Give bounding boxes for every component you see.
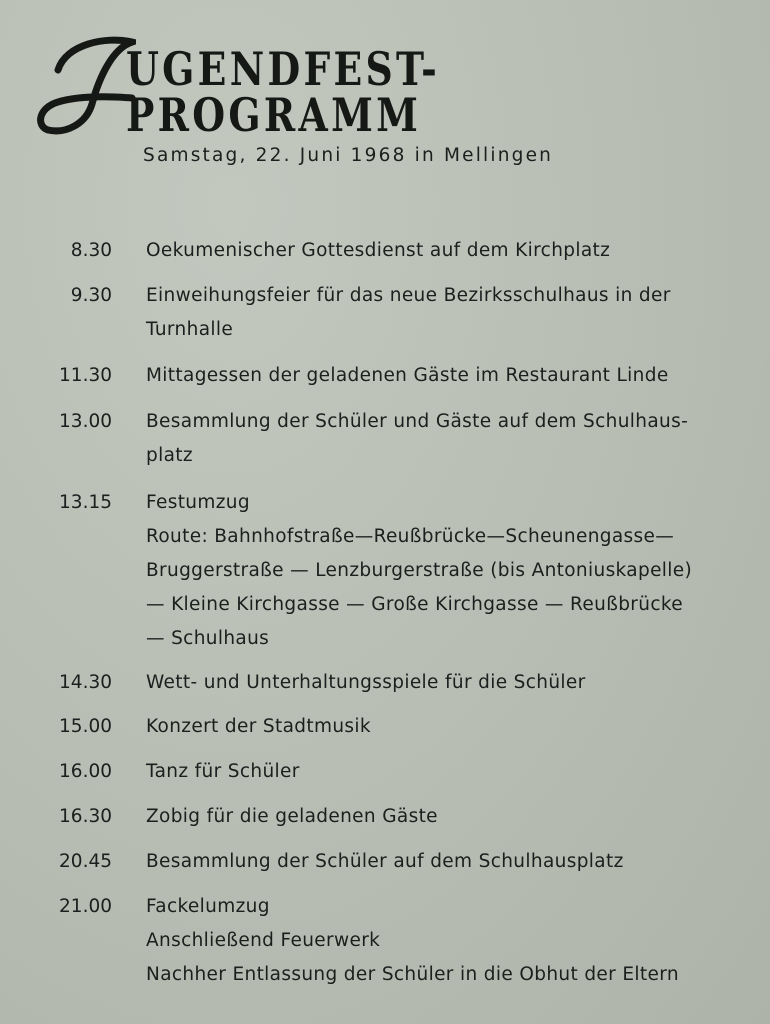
entry-description-line: Konzert der Stadtmusik [146, 716, 371, 737]
entry-description-line: Wett- und Unterhaltungsspiele für die Schüler [146, 672, 586, 693]
entry-time: 16.00 [59, 761, 112, 782]
entry-description [146, 845, 736, 879]
entry-description [146, 279, 736, 347]
entry-time: 8.30 [70, 240, 112, 261]
entry-description-line: Mittagessen der geladenen Gäste im Restaurant Linde [146, 365, 669, 386]
entry-description [146, 234, 736, 268]
entry-description-line: Tanz für Schüler [146, 761, 300, 782]
entry-description-line: — Kleine Kirchgasse — Große Kirchgasse — Reußbrücke [146, 594, 683, 615]
entry-time: 9.30 [70, 285, 112, 306]
entry-description-line: Anschließend Feuerwerk [146, 930, 381, 951]
entry-description-line: Einweihungsfeier für das neue Bezirksschulhaus in der [146, 285, 671, 306]
entry-description-line: Besammlung der Schüler und Gäste auf dem Schulhaus- [146, 411, 689, 432]
entry-description [146, 405, 736, 473]
entry-description-line: Oekumenischer Gottesdienst auf dem Kirchplatz [146, 240, 611, 261]
entry-description-line: Turnhalle [146, 319, 234, 340]
entry-description-line: platz [146, 445, 193, 466]
entry-description [146, 800, 736, 834]
script-j-logo [36, 34, 136, 138]
entry-time: 13.00 [59, 411, 112, 432]
entry-time: 21.00 [59, 896, 112, 917]
entry-description [146, 486, 736, 656]
entry-description [146, 890, 736, 992]
entry-description [146, 359, 736, 393]
entry-description-line: Route: Bahnhofstraße—Reußbrücke—Scheunengasse— [146, 526, 675, 547]
entry-description [146, 710, 736, 744]
entry-description-line: Fackelumzug [146, 896, 270, 917]
entry-description-line: Zobig für die geladenen Gäste [146, 806, 438, 827]
entry-time: 11.30 [59, 365, 112, 386]
event-date-location: Samstag, 22. Juni 1968 in Mellingen [143, 145, 554, 166]
entry-description-line: Besammlung der Schüler auf dem Schulhausplatz [146, 851, 624, 872]
program-title: UGENDFEST-PROGRAMM [126, 42, 441, 142]
entry-description [146, 755, 736, 789]
entry-description-line: Bruggerstraße — Lenzburgerstraße (bis Antoniuskapelle) [146, 560, 693, 581]
entry-description-line: Nachher Entlassung der Schüler in die Obhut der Eltern [146, 964, 679, 985]
entry-time: 15.00 [59, 716, 112, 737]
entry-time: 14.30 [59, 672, 112, 693]
entry-time: 13.15 [59, 492, 112, 513]
entry-time: 20.45 [59, 851, 112, 872]
program-header [0, 0, 770, 166]
entry-description-line: — Schulhaus [146, 628, 270, 649]
entry-description-line: Festumzug [146, 492, 250, 513]
entry-description [146, 666, 736, 700]
entry-time: 16.30 [59, 806, 112, 827]
